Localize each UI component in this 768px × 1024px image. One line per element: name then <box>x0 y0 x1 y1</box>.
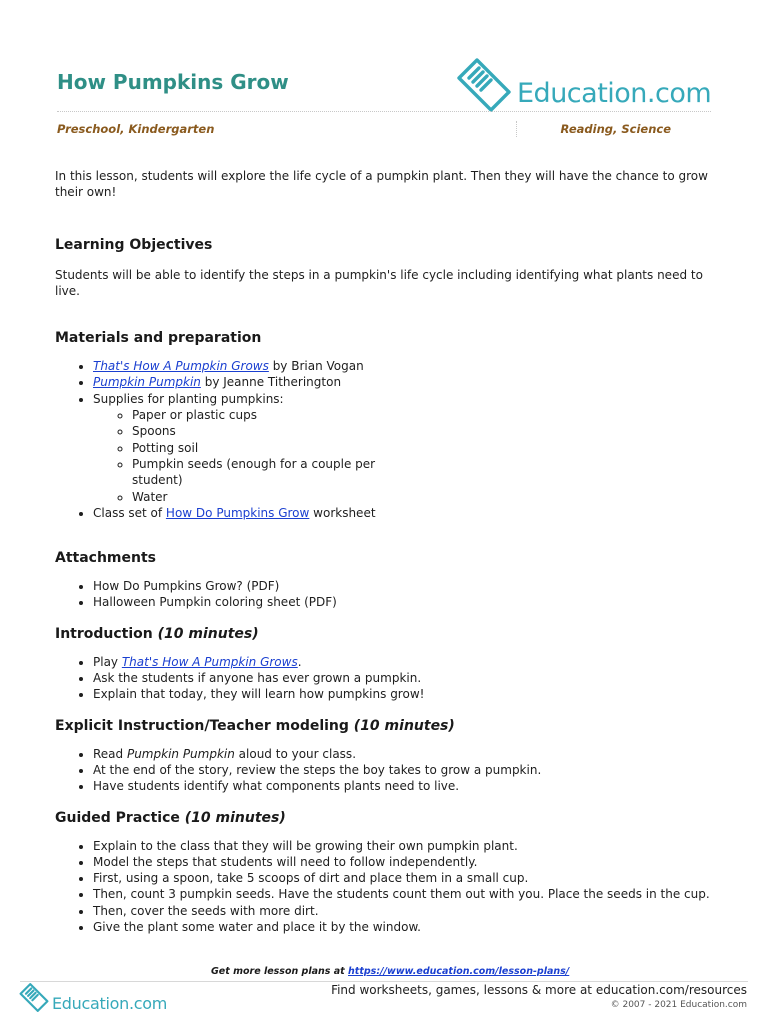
section-title: Guided Practice <box>55 809 180 826</box>
attachments-heading: Attachments <box>55 550 157 567</box>
footer-get-more <box>211 966 569 977</box>
list-item: • Explain that today, they will learn how pumpkins grow! <box>93 686 715 702</box>
education-logo-icon <box>18 982 50 1012</box>
attachments-list <box>55 578 715 611</box>
list-item: • At the end of the story, review the steps the boy takes to grow a pumpkin. <box>93 762 715 778</box>
list-item: ◦ Spoons <box>132 423 392 439</box>
list-item: • Model the steps that students will need to follow independently. <box>93 854 715 870</box>
lesson-content <box>55 168 715 935</box>
header-divider <box>57 111 711 112</box>
introduction-list <box>55 654 715 703</box>
get-more-text: Get more lesson plans at <box>211 966 349 977</box>
read-suffix: aloud to your class. <box>234 746 357 761</box>
classset-suffix: worksheet <box>309 505 376 520</box>
list-item <box>93 505 715 521</box>
book-link[interactable]: Pumpkin Pumpkin <box>93 375 201 390</box>
play-suffix: . <box>297 654 302 669</box>
list-item <box>93 374 715 390</box>
introduction-heading <box>55 625 715 643</box>
objectives-text: Students will be able to identify the steps in a pumpkin's life cycle including identifying what plants need to live. <box>55 267 703 298</box>
guided-heading <box>55 809 715 827</box>
education-logo[interactable] <box>455 54 715 114</box>
footer-logo[interactable] <box>18 982 178 1014</box>
intro-text: In this lesson, students will explore the life cycle of a pumpkin plant. Then they will have the chance to grow their own! <box>55 169 708 200</box>
attachment-item[interactable]: • How Do Pumpkins Grow? (PDF) <box>93 578 715 594</box>
classset-prefix: Class set of <box>93 505 166 520</box>
explicit-list <box>55 746 715 795</box>
list-item: • First, using a spoon, take 5 scoops of dirt and place them in a small cup. <box>93 870 715 886</box>
worksheet-link[interactable]: How Do Pumpkins Grow <box>165 505 310 520</box>
explicit-heading <box>55 717 715 735</box>
section-time: (10 minutes) <box>184 809 286 826</box>
list-item <box>93 391 715 505</box>
materials-list <box>55 358 715 521</box>
list-item: ◦ Pumpkin seeds (enough for a couple per student) <box>132 456 392 489</box>
objectives-heading: Learning Objectives <box>55 236 213 253</box>
book-title: Pumpkin Pumpkin <box>126 746 235 761</box>
footer-copyright: © 2007 - 2021 Education.com <box>610 1000 747 1010</box>
footer-resources: Find worksheets, games, lessons & more at education.com/resources <box>331 983 747 997</box>
page-title: How Pumpkins Grow <box>57 70 289 94</box>
book-author: by Jeanne Titherington <box>200 375 342 390</box>
list-item: • Explain to the class that they will be growing their own pumpkin plant. <box>93 838 715 854</box>
education-logo-icon <box>455 56 513 112</box>
list-item <box>93 654 715 670</box>
list-item <box>93 358 715 374</box>
section-time: (10 minutes) <box>353 717 455 734</box>
play-prefix: Play <box>93 654 122 669</box>
list-item <box>93 746 715 762</box>
guided-list <box>55 838 715 936</box>
materials-heading: Materials and preparation <box>55 330 262 347</box>
list-item: ◦ Potting soil <box>132 440 392 456</box>
list-item: ◦ Water <box>132 489 392 505</box>
book-link[interactable]: That's How A Pumpkin Grows <box>93 359 269 374</box>
grade-levels: Preschool, Kindergarten <box>57 122 215 136</box>
footer-logo-text: Education.com <box>52 994 168 1013</box>
lesson-plans-link[interactable]: https://www.education.com/lesson-plans/ <box>348 966 570 977</box>
logo-text: Education.com <box>517 78 712 109</box>
list-item: ◦ Paper or plastic cups <box>132 407 392 423</box>
supplies-label: Supplies for planting pumpkins: <box>93 391 284 406</box>
subjects: Reading, Science <box>560 122 671 136</box>
list-item: • Then, cover the seeds with more dirt. <box>93 903 715 919</box>
list-item: • Then, count 3 pumpkin seeds. Have the students count them out with you. Place the seeds in the cup. <box>93 886 715 902</box>
read-prefix: Read <box>93 746 127 761</box>
supplies-list <box>93 407 392 505</box>
attachment-item[interactable]: • Halloween Pumpkin coloring sheet (PDF) <box>93 594 715 610</box>
section-title: Explicit Instruction/Teacher modeling <box>55 717 349 734</box>
book-author: by Brian Vogan <box>268 359 364 374</box>
list-item: • Ask the students if anyone has ever grown a pumpkin. <box>93 670 715 686</box>
list-item: • Have students identify what components plants need to live. <box>93 778 715 794</box>
meta-divider <box>516 121 517 137</box>
video-link[interactable]: That's How A Pumpkin Grows <box>121 654 298 669</box>
list-item: • Give the plant some water and place it by the window. <box>93 919 715 935</box>
section-title: Introduction <box>55 625 153 642</box>
section-time: (10 minutes) <box>157 625 259 642</box>
